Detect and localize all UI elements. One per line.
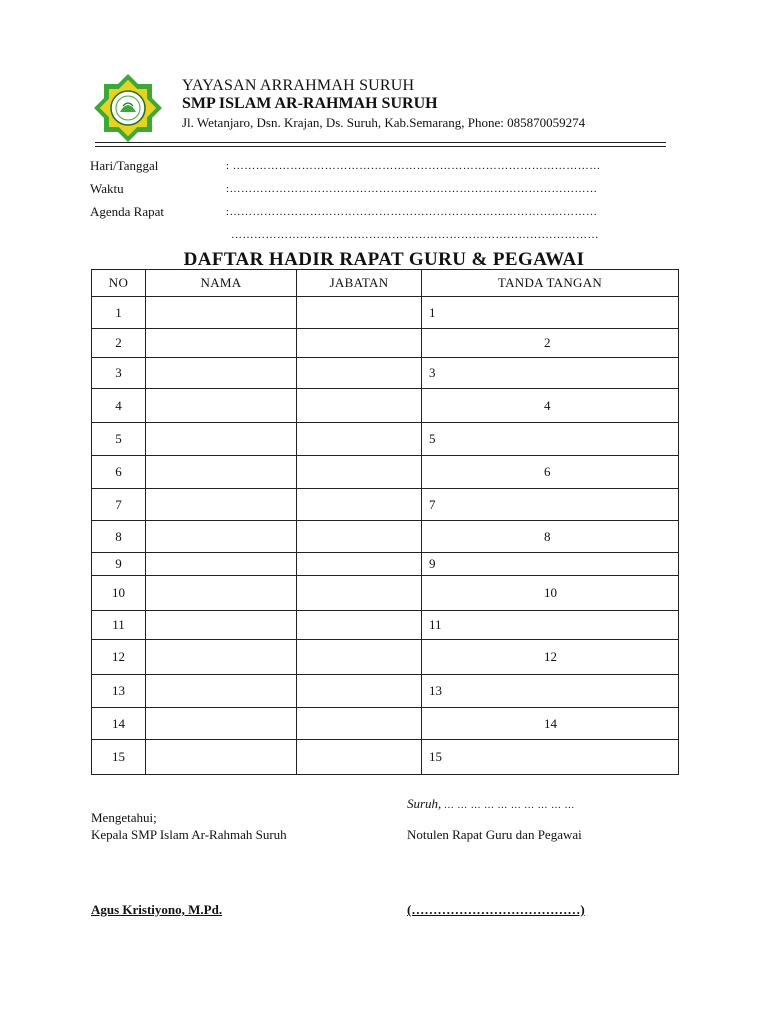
date-field: : …………………………………………………………………………………… bbox=[226, 160, 601, 172]
header-divider-top bbox=[95, 142, 666, 143]
attendance-table bbox=[91, 269, 679, 775]
row-number: 12 bbox=[92, 640, 146, 675]
page-title: DAFTAR HADIR RAPAT GURU & PEGAWAI bbox=[183, 249, 585, 270]
letterhead bbox=[182, 77, 585, 132]
place-name: Suruh, bbox=[407, 796, 442, 811]
place-date-dots: … … … … … … … … … … bbox=[444, 800, 575, 811]
principal-title: Kepala SMP Islam Ar-Rahmah Suruh bbox=[91, 827, 287, 842]
table-row bbox=[92, 611, 679, 640]
table-header-row bbox=[92, 270, 679, 297]
signature-cell[interactable] bbox=[422, 389, 679, 423]
name-cell[interactable] bbox=[146, 740, 297, 775]
position-cell[interactable] bbox=[297, 423, 422, 456]
position-cell[interactable] bbox=[297, 553, 422, 576]
position-cell[interactable] bbox=[297, 489, 422, 521]
col-header-no: NO bbox=[92, 270, 146, 297]
table-row bbox=[92, 489, 679, 521]
signature-number: 12 bbox=[544, 649, 557, 664]
signature-number: 11 bbox=[429, 617, 442, 632]
table-row bbox=[92, 708, 679, 740]
table-row bbox=[92, 389, 679, 423]
row-number: 9 bbox=[92, 553, 146, 576]
signature-number: 3 bbox=[429, 365, 436, 380]
position-cell[interactable] bbox=[297, 389, 422, 423]
signature-number: 6 bbox=[544, 464, 551, 479]
place-date bbox=[407, 796, 575, 812]
time-field: :…………………………………………………………………………………… bbox=[226, 183, 598, 195]
signature-cell[interactable] bbox=[422, 423, 679, 456]
row-number: 8 bbox=[92, 521, 146, 553]
agenda-label: Agenda Rapat bbox=[90, 204, 165, 219]
signature-number: 5 bbox=[429, 431, 436, 446]
school-address: Jl. Wetanjaro, Dsn. Krajan, Ds. Suruh, Kab.Semarang, Phone: 085870059274 bbox=[182, 115, 586, 130]
agenda-field-line2: …………………………………………………………………………………… bbox=[231, 229, 599, 241]
position-cell[interactable] bbox=[297, 521, 422, 553]
table-row bbox=[92, 675, 679, 708]
minutes-taker-title: Notulen Rapat Guru dan Pegawai bbox=[407, 827, 582, 842]
position-cell[interactable] bbox=[297, 640, 422, 675]
signature-cell[interactable] bbox=[422, 708, 679, 740]
signature-number: 15 bbox=[429, 749, 442, 764]
signature-cell[interactable] bbox=[422, 553, 679, 576]
row-number: 5 bbox=[92, 423, 146, 456]
position-cell[interactable] bbox=[297, 611, 422, 640]
table-row bbox=[92, 521, 679, 553]
table-row bbox=[92, 456, 679, 489]
date-label: Hari/Tanggal bbox=[90, 158, 159, 173]
signature-cell[interactable] bbox=[422, 640, 679, 675]
header-divider-bottom bbox=[95, 146, 666, 147]
name-cell[interactable] bbox=[146, 640, 297, 675]
row-number: 10 bbox=[92, 576, 146, 611]
name-cell[interactable] bbox=[146, 675, 297, 708]
name-cell[interactable] bbox=[146, 389, 297, 423]
signature-cell[interactable] bbox=[422, 740, 679, 775]
name-cell[interactable] bbox=[146, 329, 297, 358]
signature-cell[interactable] bbox=[422, 456, 679, 489]
signature-number: 7 bbox=[429, 496, 436, 512]
signature-number: 14 bbox=[544, 715, 557, 731]
agenda-field: :…………………………………………………………………………………… bbox=[226, 206, 598, 218]
signature-number: 10 bbox=[544, 585, 557, 600]
signature-cell[interactable] bbox=[422, 489, 679, 521]
table-row bbox=[92, 358, 679, 389]
position-cell[interactable] bbox=[297, 297, 422, 329]
approval-label: Mengetahui; bbox=[91, 810, 157, 825]
signature-number: 8 bbox=[544, 528, 551, 544]
table-row bbox=[92, 329, 679, 358]
table-row bbox=[92, 740, 679, 775]
row-number: 14 bbox=[92, 708, 146, 740]
row-number: 1 bbox=[92, 297, 146, 329]
name-cell[interactable] bbox=[146, 358, 297, 389]
signature-cell[interactable] bbox=[422, 521, 679, 553]
table-row bbox=[92, 576, 679, 611]
position-cell[interactable] bbox=[297, 329, 422, 358]
name-cell[interactable] bbox=[146, 611, 297, 640]
table-row bbox=[92, 553, 679, 576]
foundation-name: YAYASAN ARRAHMAH SURUH bbox=[182, 77, 415, 94]
signature-cell[interactable] bbox=[422, 576, 679, 611]
principal-name: Agus Kristiyono, M.Pd. bbox=[91, 902, 223, 917]
name-cell[interactable] bbox=[146, 456, 297, 489]
name-cell[interactable] bbox=[146, 297, 297, 329]
row-number: 2 bbox=[92, 329, 146, 358]
col-header-position: JABATAN bbox=[297, 270, 422, 297]
minutes-taker-name: (…………………………………) bbox=[407, 902, 585, 917]
row-number: 11 bbox=[92, 611, 146, 640]
signature-number: 13 bbox=[429, 683, 442, 698]
position-cell[interactable] bbox=[297, 740, 422, 775]
name-cell[interactable] bbox=[146, 489, 297, 521]
position-cell[interactable] bbox=[297, 358, 422, 389]
table-row bbox=[92, 423, 679, 456]
col-header-name: NAMA bbox=[146, 270, 297, 297]
col-header-signature: TANDA TANGAN bbox=[422, 270, 679, 297]
row-number: 7 bbox=[92, 489, 146, 521]
position-cell[interactable] bbox=[297, 708, 422, 740]
name-cell[interactable] bbox=[146, 576, 297, 611]
position-cell[interactable] bbox=[297, 576, 422, 611]
name-cell[interactable] bbox=[146, 423, 297, 456]
name-cell[interactable] bbox=[146, 708, 297, 740]
signature-cell[interactable] bbox=[422, 675, 679, 708]
school-name: SMP ISLAM AR-RAHMAH SURUH bbox=[182, 95, 438, 112]
signature-cell[interactable] bbox=[422, 358, 679, 389]
school-logo bbox=[90, 70, 166, 146]
signature-number: 2 bbox=[544, 335, 551, 350]
position-cell[interactable] bbox=[297, 456, 422, 489]
row-number: 4 bbox=[92, 389, 146, 423]
signature-number: 9 bbox=[429, 556, 436, 571]
approval-block bbox=[91, 809, 287, 843]
time-label: Waktu bbox=[90, 181, 124, 196]
signature-number: 1 bbox=[429, 304, 436, 320]
table-row bbox=[92, 297, 679, 329]
position-cell[interactable] bbox=[297, 675, 422, 708]
row-number: 6 bbox=[92, 456, 146, 489]
name-cell[interactable] bbox=[146, 553, 297, 576]
signature-cell[interactable] bbox=[422, 297, 679, 329]
signature-cell[interactable] bbox=[422, 611, 679, 640]
name-cell[interactable] bbox=[146, 521, 297, 553]
row-number: 13 bbox=[92, 675, 146, 708]
star-emblem-icon bbox=[90, 70, 166, 146]
signature-cell[interactable] bbox=[422, 329, 679, 358]
row-number: 3 bbox=[92, 358, 146, 389]
row-number: 15 bbox=[92, 740, 146, 775]
table-row bbox=[92, 640, 679, 675]
signature-number: 4 bbox=[544, 397, 551, 413]
